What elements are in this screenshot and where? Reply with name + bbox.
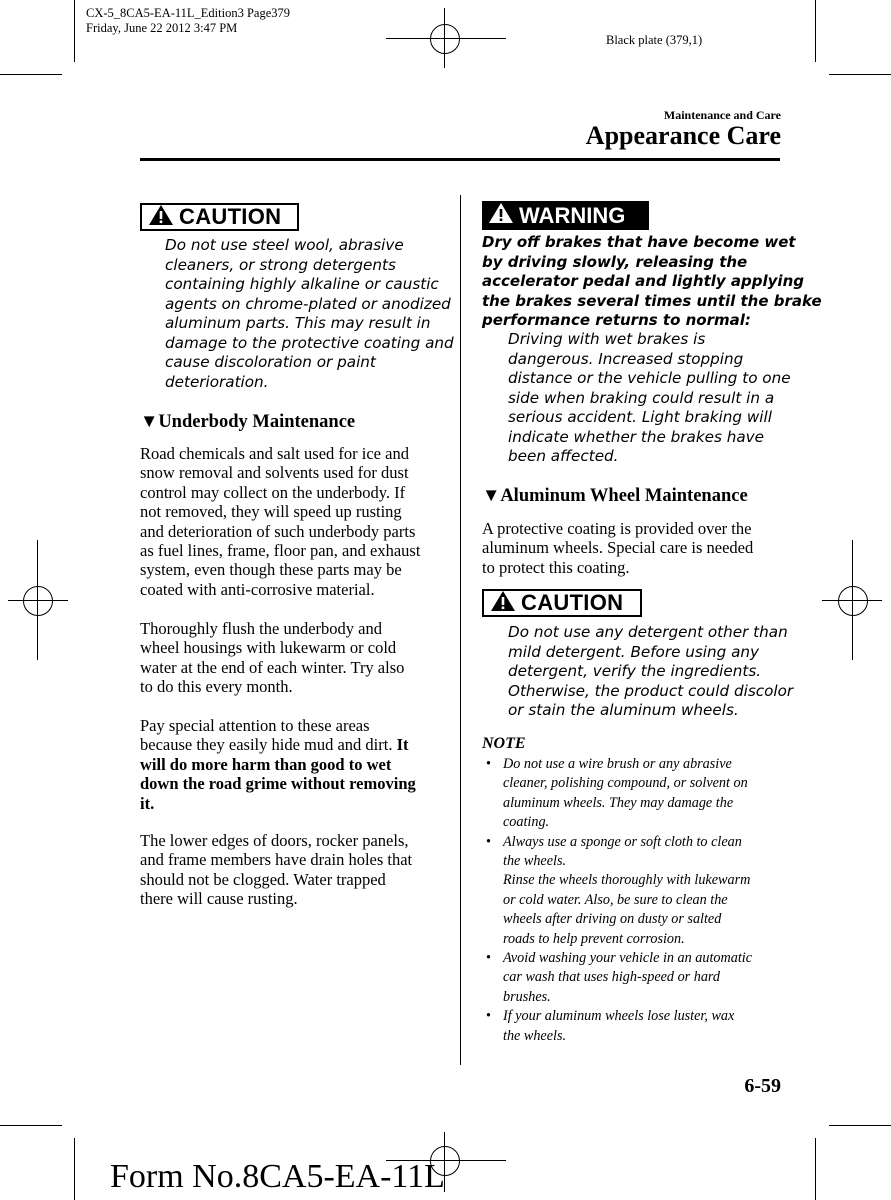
- header-rule: [140, 158, 780, 161]
- text-line: the wheels.: [503, 853, 567, 870]
- text-line: been affected.: [508, 447, 619, 465]
- text-line: coated with anti-corrosive material.: [140, 579, 375, 599]
- text-line: detergent, verify the ingredients.: [508, 662, 762, 680]
- heading-text: Aluminum Wheel Maintenance: [500, 486, 748, 506]
- text-line: should not be clogged. Water trapped: [140, 869, 386, 889]
- text-line: the brakes several times until the brake: [482, 291, 822, 310]
- bullet: •: [486, 1008, 491, 1025]
- text-line: as fuel lines, frame, floor pan, and exhaust: [140, 541, 421, 561]
- caution-label: CAUTION: [179, 204, 282, 229]
- text-line: Pay special attention to these areas: [140, 716, 370, 735]
- crop-mark: [74, 0, 75, 62]
- crop-mark: [815, 1138, 816, 1200]
- text-line: damage to the protective coating and: [165, 333, 454, 352]
- text-line: Otherwise, the product could discolor: [508, 681, 794, 700]
- text-line: The lower edges of doors, rocker panels,: [140, 831, 409, 850]
- text-line: Rinse the wheels thoroughly with lukewarm: [503, 872, 751, 889]
- note-item: [483, 949, 783, 1007]
- text-line: snow removal and solvents used for dust: [140, 463, 409, 483]
- crop-mark: [0, 74, 62, 75]
- text-line: not removed, they will speed up rusting: [140, 502, 402, 522]
- paragraph: [140, 716, 416, 813]
- text-line: cleaners, or strong detergents: [165, 255, 396, 274]
- text-line: the wheels.: [503, 1027, 567, 1044]
- caution-label: CAUTION: [521, 590, 624, 615]
- emphasis-text: will do more harm than good to wet: [140, 754, 392, 774]
- section-heading: [140, 412, 355, 433]
- warning-banner: [482, 201, 649, 230]
- text-line: mild detergent. Before using any: [508, 642, 760, 661]
- page-title: Appearance Care: [585, 121, 781, 150]
- section-heading: [482, 486, 748, 507]
- text-line: indicate whether the brakes have: [508, 427, 764, 446]
- text-line: Do not use a wire brush or any abrasive: [503, 756, 732, 772]
- caution-banner: [140, 203, 299, 231]
- text-line: distance or the vehicle pulling to one: [508, 369, 791, 387]
- text-line: accelerator pedal and lightly applying: [482, 272, 804, 290]
- note-item: [483, 1007, 783, 1046]
- text-line: [140, 735, 416, 754]
- text-line: cleaner, polishing compound, or solvent on: [503, 775, 748, 792]
- crop-mark: [815, 0, 816, 62]
- crop-mark: [829, 1125, 891, 1126]
- text-line: roads to help prevent corrosion.: [503, 930, 685, 947]
- warning-heading: [482, 233, 822, 331]
- heading-text: Underbody Maintenance: [158, 412, 356, 432]
- emphasis-text: down the road grime without removing: [140, 774, 416, 794]
- text-line: serious accident. Light braking will: [508, 408, 772, 426]
- text-line: Thoroughly flush the underbody and: [140, 619, 382, 638]
- text-line: wheels after driving on dusty or salted: [503, 911, 722, 928]
- text-line: system, even though these parts may be: [140, 560, 402, 580]
- caution-text: [508, 623, 793, 721]
- text-line: Avoid washing your vehicle in an automatic: [503, 950, 753, 967]
- note-list: [483, 755, 783, 1046]
- text-line: car wash that uses high-speed or hard: [503, 969, 721, 986]
- text-line: cause discoloration or paint: [165, 353, 376, 371]
- crop-mark: [74, 1138, 75, 1200]
- text-line: side when braking could result in a: [508, 388, 775, 407]
- text-line: Always use a sponge or soft cloth to clean: [503, 833, 742, 850]
- text-run: because they easily hide mud and dirt.: [140, 735, 393, 755]
- emphasis-text: It: [392, 735, 409, 755]
- crop-mark: [829, 74, 891, 75]
- registration-circle: [23, 586, 53, 616]
- text-line: dangerous. Increased stopping: [508, 349, 744, 368]
- emphasis-line: [140, 755, 416, 774]
- text-line: Dry off brakes that have become wet: [482, 233, 796, 251]
- text-line: Road chemicals and salt used for ice and: [140, 444, 409, 463]
- crop-mark: [0, 1125, 62, 1126]
- plate-info: Black plate (379,1): [606, 33, 703, 47]
- paragraph: [482, 519, 753, 577]
- text-line: A protective coating is provided over the: [482, 519, 752, 538]
- text-line: If your aluminum wheels lose luster, wax: [503, 1008, 735, 1025]
- text-line: aluminum wheels. Special care is needed: [482, 538, 754, 558]
- text-line: coating.: [503, 814, 550, 831]
- text-line: and frame members have drain holes that: [140, 850, 413, 870]
- warning-label: WARNING: [519, 202, 626, 228]
- page-number: 6-59: [744, 1075, 781, 1097]
- text-line: Do not use any detergent other than: [508, 623, 788, 641]
- form-number: Form No.8CA5-EA-11L: [110, 1158, 445, 1195]
- text-line: wheel housings with lukewarm or cold: [140, 638, 397, 658]
- column-divider: [460, 195, 461, 1065]
- warning-triangle-icon: [490, 590, 516, 617]
- bullet: •: [486, 950, 491, 967]
- text-line: by driving slowly, releasing the: [482, 252, 748, 271]
- text-line: aluminum wheels. They may damage the: [503, 794, 734, 811]
- warning-triangle-icon: [148, 204, 174, 231]
- text-line: control may collect on the underbody. If: [140, 482, 406, 502]
- paragraph: [140, 619, 404, 697]
- text-line: agents on chrome-plated or anodized: [165, 294, 451, 313]
- text-line: Do not use steel wool, abrasive: [165, 236, 404, 254]
- print-info-line: Friday, June 22 2012 3:47 PM: [86, 21, 238, 35]
- heading-marker: ▼: [482, 486, 501, 506]
- text-line: or stain the aluminum wheels.: [508, 701, 739, 719]
- emphasis-text: it.: [140, 793, 155, 813]
- bullet: •: [486, 756, 491, 772]
- text-line: and deterioration of such underbody parts: [140, 521, 416, 541]
- text-line: Driving with wet brakes is: [508, 330, 706, 348]
- note-heading: NOTE: [482, 735, 526, 752]
- text-line: to do this every month.: [140, 677, 293, 697]
- registration-circle: [430, 24, 460, 54]
- caution-text: [165, 236, 454, 392]
- text-line: performance returns to normal:: [482, 311, 751, 329]
- text-line: containing highly alkaline or caustic: [165, 275, 439, 293]
- warning-triangle-icon: [488, 202, 514, 229]
- registration-circle: [838, 586, 868, 616]
- heading-marker: ▼: [140, 412, 159, 432]
- caution-banner: [482, 589, 642, 617]
- paragraph: [140, 831, 412, 909]
- text-line: water at the end of each winter. Try also: [140, 657, 405, 677]
- bullet: •: [486, 833, 491, 850]
- print-info-line: CX-5_8CA5-EA-11L_Edition3 Page379: [86, 6, 291, 20]
- emphasis-line: [140, 794, 416, 813]
- warning-text: [508, 330, 791, 467]
- text-line: there will cause rusting.: [140, 889, 298, 909]
- print-info: [86, 6, 290, 36]
- text-line: to protect this coating.: [482, 557, 630, 577]
- section-label: Maintenance and Care: [663, 108, 781, 122]
- text-line: or cold water. Also, be sure to clean the: [503, 891, 728, 908]
- note-item: [483, 833, 783, 949]
- text-line: aluminum parts. This may result in: [165, 314, 431, 332]
- emphasis-line: [140, 774, 416, 793]
- paragraph: [140, 444, 420, 599]
- note-item: [483, 755, 783, 833]
- text-line: brushes.: [503, 988, 551, 1005]
- text-line: deterioration.: [165, 372, 269, 391]
